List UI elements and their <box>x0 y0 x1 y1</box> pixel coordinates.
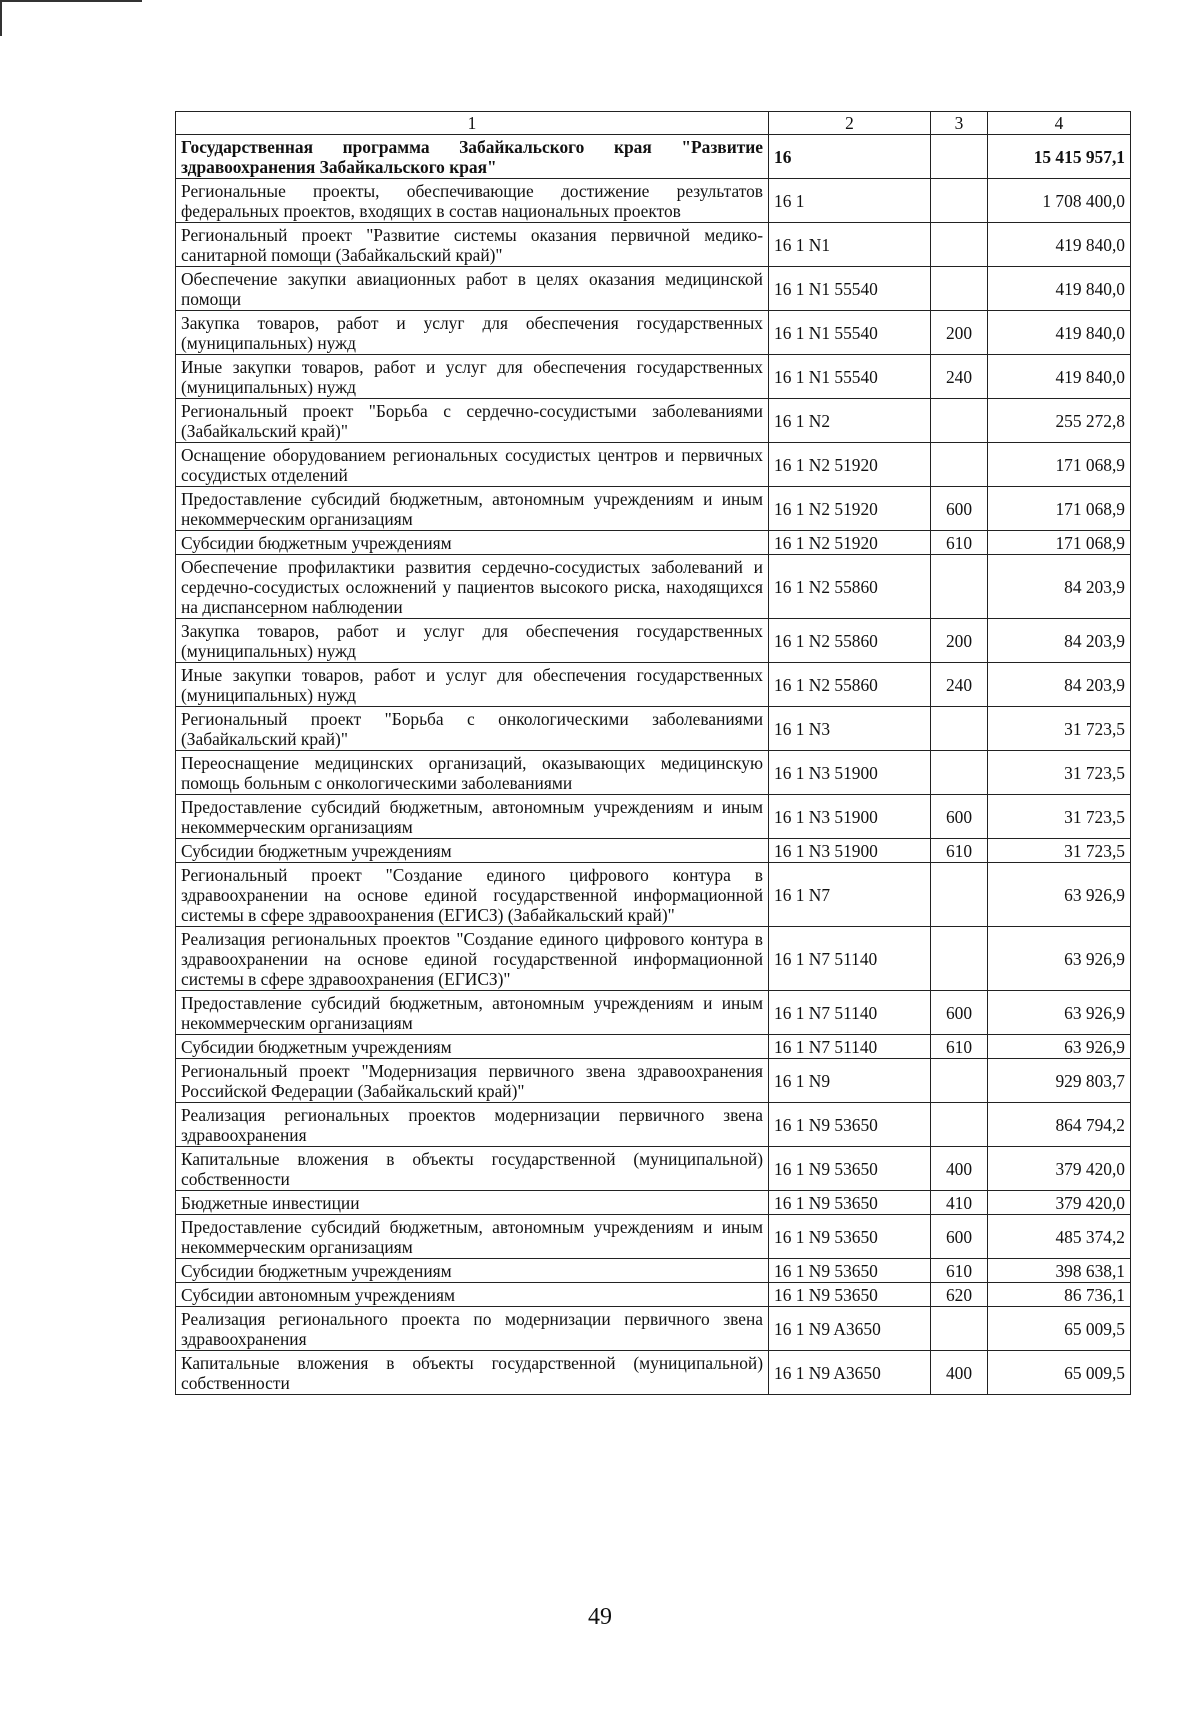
expense-type-cell: 600 <box>931 487 988 531</box>
code-cell: 16 1 N1 55540 <box>769 355 931 399</box>
table-row <box>176 531 1131 555</box>
page-number: 49 <box>588 1604 612 1630</box>
expense-type-cell: 610 <box>931 1259 988 1283</box>
table-row <box>176 839 1131 863</box>
code-cell: 16 1 N9 53650 <box>769 1191 931 1215</box>
expense-type-cell <box>931 223 988 267</box>
name-cell: Предоставление субсидий бюджетным, автономным учреждениям и иным некоммерческим организациям <box>176 1215 769 1259</box>
amount-cell: 63 926,9 <box>988 1035 1131 1059</box>
table-row <box>176 1147 1131 1191</box>
name-cell: Реализация региональных проектов "Создание единого цифрового контура в здравоохранении на основе единой государственной информационной системы в сфере здравоохранения (ЕГИСЗ)" <box>176 927 769 991</box>
expense-type-cell <box>931 1307 988 1351</box>
expense-type-cell: 200 <box>931 311 988 355</box>
table-header-row <box>176 112 1131 135</box>
name-cell: Капитальные вложения в объекты государственной (муниципальной) собственности <box>176 1351 769 1395</box>
name-cell: Региональные проекты, обеспечивающие достижение результатов федеральных проектов, входящих в состав национальных проектов <box>176 179 769 223</box>
expense-type-cell: 400 <box>931 1147 988 1191</box>
expense-type-cell: 240 <box>931 663 988 707</box>
amount-cell: 63 926,9 <box>988 863 1131 927</box>
amount-cell: 15 415 957,1 <box>988 135 1131 179</box>
name-cell: Государственная программа Забайкальского края "Развитие здравоохранения Забайкальского края" <box>176 135 769 179</box>
table-row <box>176 135 1131 179</box>
amount-cell: 86 736,1 <box>988 1283 1131 1307</box>
amount-cell: 419 840,0 <box>988 267 1131 311</box>
code-cell: 16 1 N9 53650 <box>769 1283 931 1307</box>
table-row <box>176 927 1131 991</box>
amount-cell: 63 926,9 <box>988 991 1131 1035</box>
amount-cell: 65 009,5 <box>988 1351 1131 1395</box>
table-row <box>176 487 1131 531</box>
name-cell: Иные закупки товаров, работ и услуг для обеспечения государственных (муниципальных) нужд <box>176 663 769 707</box>
name-cell: Субсидии бюджетным учреждениям <box>176 1035 769 1059</box>
code-cell: 16 1 N9 53650 <box>769 1103 931 1147</box>
expense-type-cell: 620 <box>931 1283 988 1307</box>
expense-type-cell <box>931 135 988 179</box>
amount-cell: 171 068,9 <box>988 443 1131 487</box>
code-cell: 16 1 N2 51920 <box>769 487 931 531</box>
code-cell: 16 1 N2 55860 <box>769 555 931 619</box>
name-cell: Бюджетные инвестиции <box>176 1191 769 1215</box>
amount-cell: 864 794,2 <box>988 1103 1131 1147</box>
name-cell: Предоставление субсидий бюджетным, автономным учреждениям и иным некоммерческим организациям <box>176 795 769 839</box>
table-row <box>176 619 1131 663</box>
table-row <box>176 1307 1131 1351</box>
name-cell: Закупка товаров, работ и услуг для обеспечения государственных (муниципальных) нужд <box>176 619 769 663</box>
expense-type-cell <box>931 267 988 311</box>
table-row <box>176 1283 1131 1307</box>
column-number-1: 1 <box>176 112 769 135</box>
table-row <box>176 751 1131 795</box>
table-row <box>176 1103 1131 1147</box>
expense-type-cell <box>931 1103 988 1147</box>
name-cell: Оснащение оборудованием региональных сосудистых центров и первичных сосудистых отделений <box>176 443 769 487</box>
name-cell: Региональный проект "Создание единого цифрового контура в здравоохранении на основе единой государственной информационной системы в сфере здравоохранения (ЕГИСЗ) (Забайкальский край)" <box>176 863 769 927</box>
table-row <box>176 179 1131 223</box>
expense-type-cell <box>931 179 988 223</box>
code-cell: 16 1 N9 A3650 <box>769 1307 931 1351</box>
name-cell: Субсидии бюджетным учреждениям <box>176 1259 769 1283</box>
code-cell: 16 1 N2 55860 <box>769 663 931 707</box>
amount-cell: 31 723,5 <box>988 839 1131 863</box>
code-cell: 16 1 N2 51920 <box>769 531 931 555</box>
expense-type-cell: 240 <box>931 355 988 399</box>
column-number-2: 2 <box>769 112 931 135</box>
amount-cell: 398 638,1 <box>988 1259 1131 1283</box>
expense-type-cell: 600 <box>931 795 988 839</box>
code-cell: 16 1 N7 51140 <box>769 927 931 991</box>
code-cell: 16 1 N9 53650 <box>769 1215 931 1259</box>
expense-type-cell <box>931 399 988 443</box>
name-cell: Предоставление субсидий бюджетным, автономным учреждениям и иным некоммерческим организациям <box>176 487 769 531</box>
table-row <box>176 991 1131 1035</box>
amount-cell: 929 803,7 <box>988 1059 1131 1103</box>
name-cell: Реализация региональных проектов модернизации первичного звена здравоохранения <box>176 1103 769 1147</box>
column-number-4: 4 <box>988 112 1131 135</box>
expense-type-cell <box>931 555 988 619</box>
scan-edge-mark <box>0 0 142 36</box>
name-cell: Обеспечение закупки авиационных работ в целях оказания медицинской помощи <box>176 267 769 311</box>
code-cell: 16 1 N9 <box>769 1059 931 1103</box>
amount-cell: 171 068,9 <box>988 487 1131 531</box>
amount-cell: 84 203,9 <box>988 555 1131 619</box>
code-cell: 16 1 N9 53650 <box>769 1259 931 1283</box>
name-cell: Субсидии автономным учреждениям <box>176 1283 769 1307</box>
amount-cell: 419 840,0 <box>988 311 1131 355</box>
amount-cell: 379 420,0 <box>988 1191 1131 1215</box>
name-cell: Региональный проект "Модернизация первичного звена здравоохранения Российской Федерации (Забайкальский край)" <box>176 1059 769 1103</box>
name-cell: Региональный проект "Борьба с сердечно-сосудистыми заболеваниями (Забайкальский край)" <box>176 399 769 443</box>
code-cell: 16 1 N1 55540 <box>769 267 931 311</box>
amount-cell: 31 723,5 <box>988 707 1131 751</box>
name-cell: Региональный проект "Развитие системы оказания первичной медико-санитарной помощи (Забайкальский край)" <box>176 223 769 267</box>
amount-cell: 84 203,9 <box>988 663 1131 707</box>
expense-type-cell: 200 <box>931 619 988 663</box>
expense-type-cell <box>931 751 988 795</box>
table-row <box>176 355 1131 399</box>
code-cell: 16 1 N7 51140 <box>769 991 931 1035</box>
amount-cell: 419 840,0 <box>988 355 1131 399</box>
table-row <box>176 795 1131 839</box>
table-row <box>176 399 1131 443</box>
name-cell: Закупка товаров, работ и услуг для обеспечения государственных (муниципальных) нужд <box>176 311 769 355</box>
code-cell: 16 1 N2 <box>769 399 931 443</box>
expense-type-cell <box>931 927 988 991</box>
name-cell: Региональный проект "Борьба с онкологическими заболеваниями (Забайкальский край)" <box>176 707 769 751</box>
amount-cell: 31 723,5 <box>988 751 1131 795</box>
code-cell: 16 1 <box>769 179 931 223</box>
table-row <box>176 223 1131 267</box>
table-row <box>176 1259 1131 1283</box>
table-row <box>176 1215 1131 1259</box>
expense-type-cell: 610 <box>931 839 988 863</box>
code-cell: 16 1 N7 51140 <box>769 1035 931 1059</box>
code-cell: 16 1 N7 <box>769 863 931 927</box>
expense-type-cell <box>931 443 988 487</box>
name-cell: Переоснащение медицинских организаций, оказывающих медицинскую помощь больным с онкологическими заболеваниями <box>176 751 769 795</box>
name-cell: Иные закупки товаров, работ и услуг для обеспечения государственных (муниципальных) нужд <box>176 355 769 399</box>
amount-cell: 255 272,8 <box>988 399 1131 443</box>
name-cell: Субсидии бюджетным учреждениям <box>176 531 769 555</box>
table-row <box>176 1191 1131 1215</box>
expense-type-cell: 410 <box>931 1191 988 1215</box>
budget-table <box>175 111 1131 1395</box>
table-row <box>176 707 1131 751</box>
table-row <box>176 311 1131 355</box>
amount-cell: 171 068,9 <box>988 531 1131 555</box>
name-cell: Субсидии бюджетным учреждениям <box>176 839 769 863</box>
expense-type-cell: 610 <box>931 531 988 555</box>
table-row <box>176 663 1131 707</box>
amount-cell: 379 420,0 <box>988 1147 1131 1191</box>
column-number-3: 3 <box>931 112 988 135</box>
table-row <box>176 863 1131 927</box>
expense-type-cell: 600 <box>931 991 988 1035</box>
expense-type-cell: 400 <box>931 1351 988 1395</box>
code-cell: 16 1 N1 <box>769 223 931 267</box>
table-row <box>176 1035 1131 1059</box>
code-cell: 16 1 N1 55540 <box>769 311 931 355</box>
amount-cell: 419 840,0 <box>988 223 1131 267</box>
name-cell: Реализация регионального проекта по модернизации первичного звена здравоохранения <box>176 1307 769 1351</box>
expense-type-cell <box>931 1059 988 1103</box>
table-row <box>176 555 1131 619</box>
table-row <box>176 1059 1131 1103</box>
expense-type-cell <box>931 707 988 751</box>
table-row <box>176 1351 1131 1395</box>
expense-type-cell: 600 <box>931 1215 988 1259</box>
code-cell: 16 1 N2 51920 <box>769 443 931 487</box>
amount-cell: 63 926,9 <box>988 927 1131 991</box>
amount-cell: 31 723,5 <box>988 795 1131 839</box>
code-cell: 16 1 N2 55860 <box>769 619 931 663</box>
table-row <box>176 443 1131 487</box>
table-row <box>176 267 1131 311</box>
table-body <box>176 112 1131 1395</box>
expense-type-cell <box>931 863 988 927</box>
expense-type-cell: 610 <box>931 1035 988 1059</box>
code-cell: 16 1 N3 51900 <box>769 839 931 863</box>
amount-cell: 65 009,5 <box>988 1307 1131 1351</box>
code-cell: 16 1 N3 <box>769 707 931 751</box>
name-cell: Обеспечение профилактики развития сердечно-сосудистых заболеваний и сердечно-сосудистых осложнений у пациентов высокого риска, находящихся на диспансерном наблюдении <box>176 555 769 619</box>
code-cell: 16 <box>769 135 931 179</box>
amount-cell: 1 708 400,0 <box>988 179 1131 223</box>
code-cell: 16 1 N9 53650 <box>769 1147 931 1191</box>
amount-cell: 84 203,9 <box>988 619 1131 663</box>
amount-cell: 485 374,2 <box>988 1215 1131 1259</box>
name-cell: Капитальные вложения в объекты государственной (муниципальной) собственности <box>176 1147 769 1191</box>
code-cell: 16 1 N3 51900 <box>769 751 931 795</box>
code-cell: 16 1 N3 51900 <box>769 795 931 839</box>
code-cell: 16 1 N9 A3650 <box>769 1351 931 1395</box>
name-cell: Предоставление субсидий бюджетным, автономным учреждениям и иным некоммерческим организациям <box>176 991 769 1035</box>
